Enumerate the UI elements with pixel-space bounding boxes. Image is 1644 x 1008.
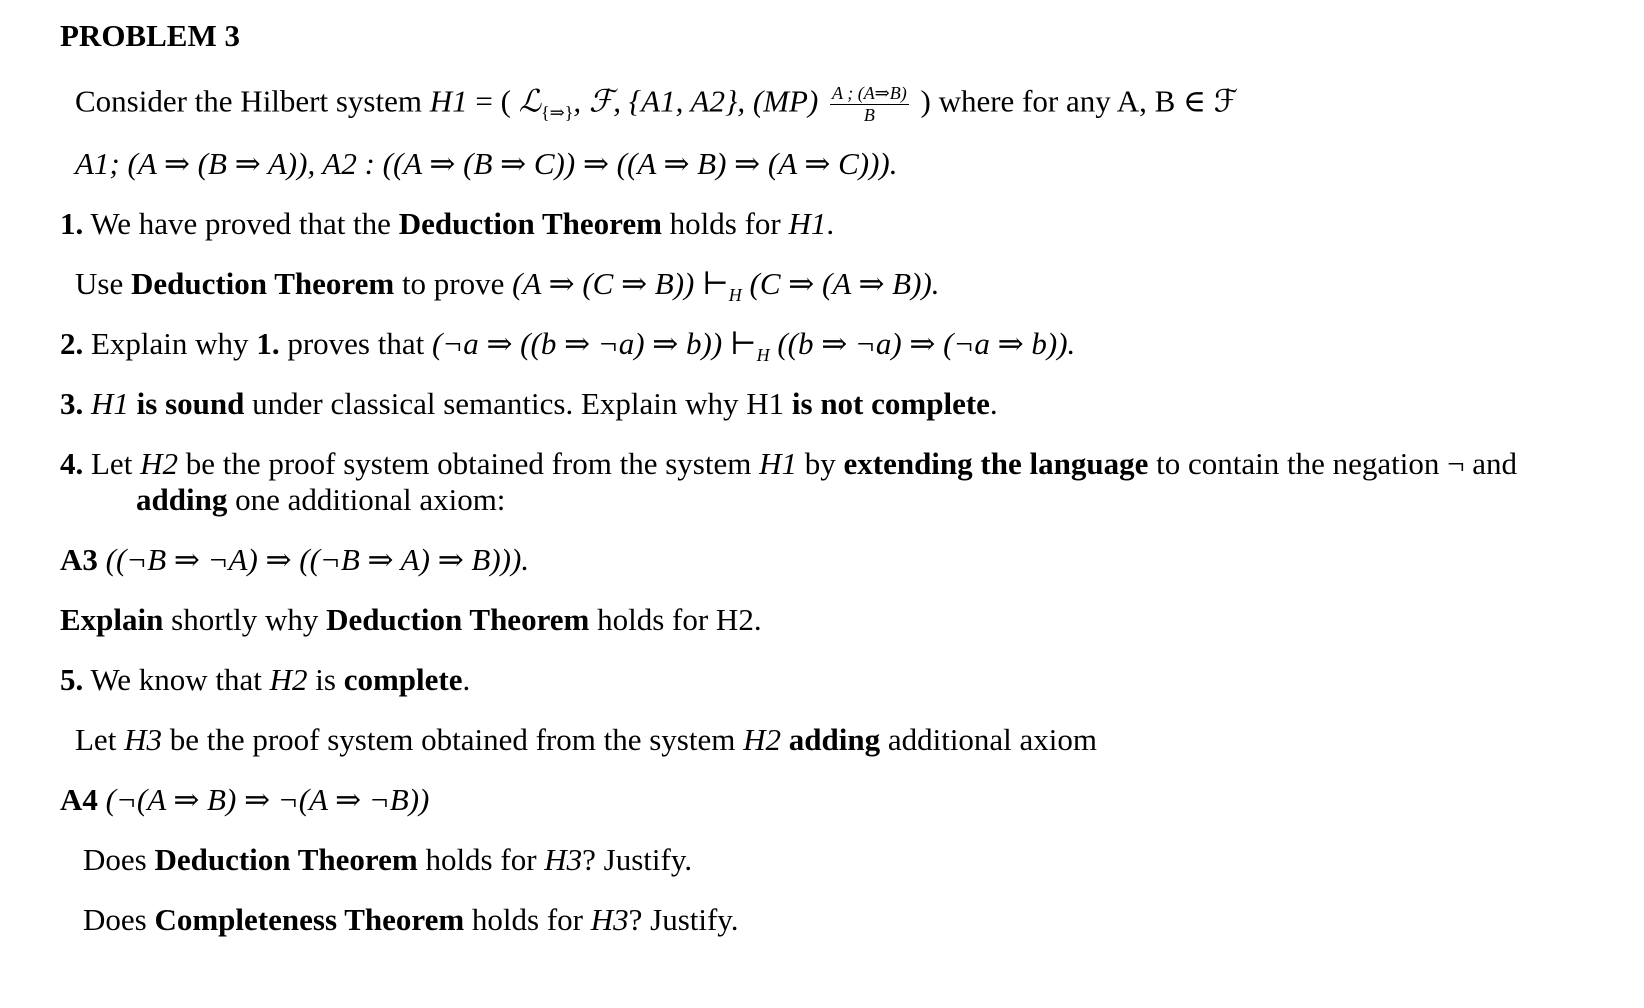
intro-suffix: ) where for any A, B ∈ ℱ <box>912 83 1239 119</box>
axiom-a4-label: A4 <box>60 782 98 817</box>
intro-components: , ℱ, {A1, A2}, (MP) <box>573 83 827 119</box>
item-2-number: 2. <box>60 326 84 361</box>
item-1-use-formula-b: (C ⇒ (A ⇒ B)). <box>741 266 940 301</box>
item-4-it-b: H1 <box>759 446 797 481</box>
item-4-continued <box>136 484 505 515</box>
item-5-bold-a: complete <box>343 662 463 697</box>
item-1-use-sub: H <box>728 285 742 305</box>
item-4-bold-a: extending the language <box>843 446 1149 481</box>
item-1 <box>60 208 834 239</box>
item-1-use <box>75 268 940 304</box>
item-5-text-a: We know that <box>83 662 270 697</box>
q2-it-a: H3 <box>590 902 629 937</box>
intro-lang-sub: {⇒} <box>541 102 574 123</box>
item-3-bold-b: is not complete <box>791 386 990 421</box>
item-4-text-a: Let <box>83 446 141 481</box>
item-3-bold-a: is sound <box>128 386 245 421</box>
item-1-it-b: H1 <box>788 206 827 241</box>
item-1-text-b: holds for <box>661 206 789 241</box>
mp-rule-conclusion: B <box>863 104 875 125</box>
item-5-let-text-b: be the proof system obtained from the system <box>161 722 744 757</box>
q1-text-a: Does <box>83 842 155 877</box>
item-3-it-a: H1 <box>83 386 129 421</box>
question-completeness <box>83 904 739 935</box>
item-4-bold-b: adding <box>136 482 228 517</box>
item-3-number: 3. <box>60 386 84 421</box>
q2-text-b: holds for <box>464 902 591 937</box>
item-1-use-text-a: Use <box>75 266 131 301</box>
explain-line <box>60 604 762 635</box>
item-1-number: 1. <box>60 206 84 241</box>
q1-it-a: H3 <box>544 842 583 877</box>
intro-system-name: H1 <box>429 83 468 119</box>
intro-prefix: Consider the Hilbert system <box>75 83 430 119</box>
mp-rule-fraction <box>830 84 909 125</box>
question-deduction <box>83 844 692 875</box>
item-1-use-text-b: to prove <box>394 266 513 301</box>
item-1-text-c: . <box>826 206 835 241</box>
item-4-number: 4. <box>60 446 84 481</box>
item-4-text-c: by <box>796 446 844 481</box>
item-5 <box>60 664 470 695</box>
item-5-let-it-a: H3 <box>124 722 162 757</box>
item-5-number: 5. <box>60 662 84 697</box>
intro-eq: = ( <box>467 83 519 119</box>
explain-text-b: holds for H2. <box>589 602 762 637</box>
q1-text-c: ? Justify. <box>582 842 693 877</box>
item-5-let-text-a: Let <box>75 722 125 757</box>
item-2-formula: (¬a ⇒ ((b ⇒ ¬a) ⇒ b)) ⊢ <box>431 326 757 361</box>
item-2-text-b: proves that <box>279 326 432 361</box>
intro-line <box>75 84 1238 125</box>
q2-text-c: ? Justify. <box>628 902 739 937</box>
item-5-let <box>75 724 1097 755</box>
item-2-sub: H <box>756 345 770 365</box>
item-1-bold-a: Deduction Theorem <box>398 206 662 241</box>
explain-text-a: shortly why <box>163 602 327 637</box>
item-2-formula-b: ((b ⇒ ¬a) ⇒ (¬a ⇒ b)). <box>769 326 1076 361</box>
item-4-text-d: to contain the negation ¬ and <box>1148 446 1518 481</box>
q1-text-b: holds for <box>417 842 545 877</box>
axioms-a1-a2: A1; (A ⇒ (B ⇒ A)), A2 : ((A ⇒ (B ⇒ C)) ⇒ ((A ⇒ B) ⇒ (A ⇒ C))). <box>75 146 898 181</box>
item-2-text-a: Explain why <box>83 326 257 361</box>
axiom-a4 <box>60 784 429 815</box>
axiom-a3-label: A3 <box>60 542 98 577</box>
item-5-let-it-b: H2 <box>743 722 781 757</box>
item-5-it-a: H2 <box>269 662 308 697</box>
item-5-let-text-d: additional axiom <box>880 722 1098 757</box>
intro-lang-symbol: ℒ <box>518 83 542 119</box>
item-5-let-text-c <box>781 722 789 757</box>
item-4 <box>60 448 1517 479</box>
item-2-bold-a: 1. <box>256 326 280 361</box>
item-5-let-bold-a: adding <box>788 722 881 757</box>
q2-text-a: Does <box>83 902 155 937</box>
problem-title: PROBLEM 3 <box>60 18 240 53</box>
mp-rule-premises: A ; (A⇒B) <box>832 83 907 103</box>
q1-bold-a: Deduction Theorem <box>154 842 418 877</box>
explain-bold-a: Explain <box>60 602 164 637</box>
item-2 <box>60 328 1075 364</box>
item-3 <box>60 388 998 419</box>
item-3-text-b: . <box>989 386 998 421</box>
item-4-it-a: H2 <box>140 446 178 481</box>
item-5-text-b: is <box>307 662 344 697</box>
axiom-a4-formula: (¬(A ⇒ B) ⇒ ¬(A ⇒ ¬B)) <box>97 782 430 817</box>
item-1-text-a: We have proved that the <box>83 206 399 241</box>
q2-bold-a: Completeness Theorem <box>154 902 465 937</box>
axiom-a3-formula: ((¬B ⇒ ¬A) ⇒ ((¬B ⇒ A) ⇒ B))). <box>97 542 530 577</box>
explain-bold-b: Deduction Theorem <box>326 602 590 637</box>
item-4-text-e: one additional axiom: <box>227 482 506 517</box>
item-1-use-bold-a: Deduction Theorem <box>130 266 395 301</box>
item-1-use-formula: (A ⇒ (C ⇒ B)) ⊢ <box>512 266 729 301</box>
axiom-a3 <box>60 544 529 575</box>
item-4-text-b: be the proof system obtained from the system <box>177 446 760 481</box>
item-5-text-c: . <box>462 662 471 697</box>
item-3-text-a: under classical semantics. Explain why H1 <box>244 386 792 421</box>
